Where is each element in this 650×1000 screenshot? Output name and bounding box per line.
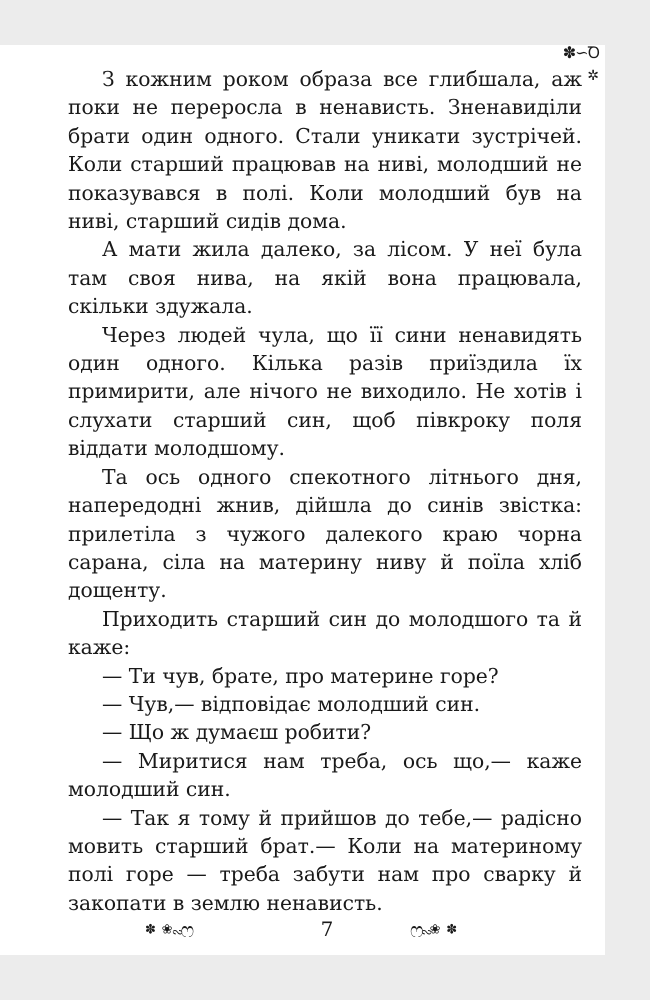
dialogue-line: — Ти чув, брате, про материне горе?: [102, 663, 499, 688]
dialogue-line: — Миритися нам треба, ось що,— каже молодший син.: [68, 748, 582, 802]
paragraph: Приходить старший син до молодшого та й каже:: [68, 606, 582, 660]
book-page: [0, 45, 605, 955]
paragraph: А мати жила далеко, за лісом. У неї була там своя нива, на якій вона працювала, скільки здужала.: [68, 237, 582, 319]
paragraph: З кожним роком образа все глибшала, аж поки не переросла в ненависть. Зненавиділи брати один одного. Стали уникати зустрічей. Коли старший працював на ниві, молодший не показувався в полі. Коли молодший був на ниві, старший сидів дома.: [68, 67, 582, 234]
dialogue-line: — Що ж думаєш робити?: [102, 720, 372, 745]
body-text: [68, 65, 582, 917]
dialogue-line: — Чув,— відповідає молодший син.: [102, 691, 481, 716]
right-footer-ornament-icon: ෆ∾❀ ✽: [410, 918, 458, 942]
corner-flower-icon: ✲: [587, 68, 599, 84]
page-footer: [0, 917, 605, 947]
paragraph: Через людей чула, що її сини ненавидять один одного. Кілька разів приїздила їх примирити, але нічого не виходило. Не хотів і слухати старший син, щоб півкроку поля віддати молодшому.: [68, 322, 582, 461]
left-footer-ornament-icon: ✽ ❀∾ෆ: [145, 918, 193, 942]
page-number: 7: [320, 917, 334, 941]
dialogue-line: — Так я тому й прийшов до тебе,— радісно мовить старший брат.— Коли на материному полі горе — треба забути нам про сварку й закопати в землю ненависть.: [68, 805, 582, 915]
corner-scroll-ornament-icon: ✽∽Ꝺ: [562, 43, 599, 62]
paragraph: Та ось одного спекотного літнього дня, напередодні жнив, дійшла до синів звістка: прилетіла з чужого далекого краю чорна сарана, сіла на материну ниву й поїла хліб дощенту.: [68, 464, 582, 603]
